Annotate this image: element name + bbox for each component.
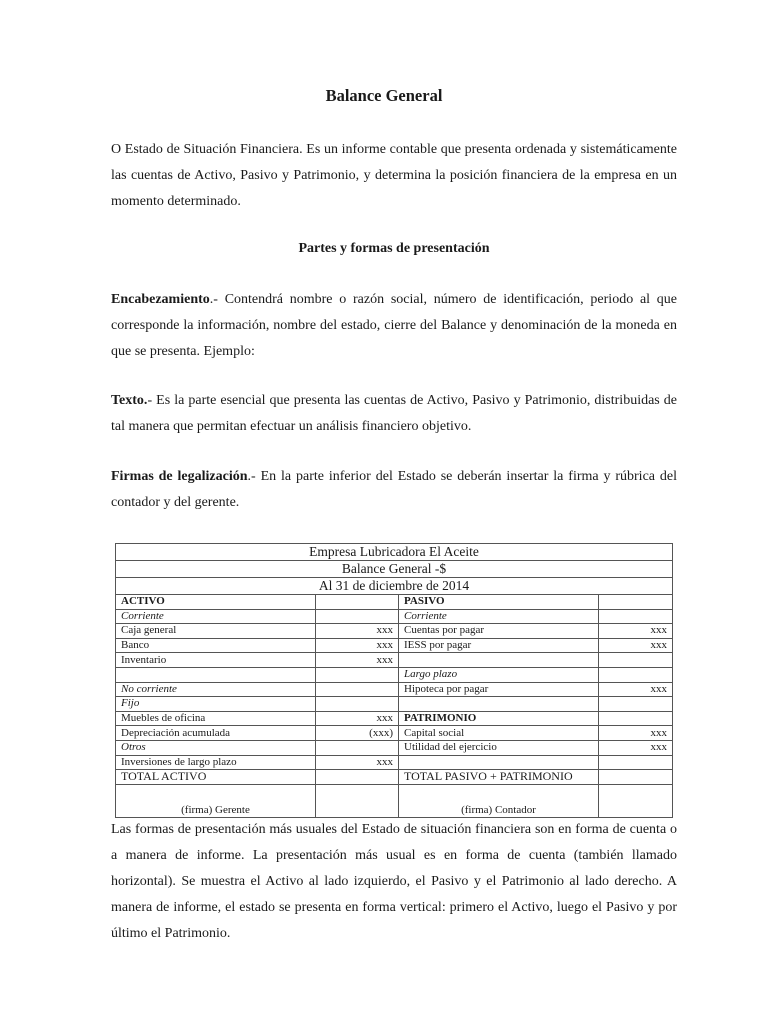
asset-amount: xxx <box>316 711 399 726</box>
table-row <box>116 682 673 697</box>
table-row <box>116 609 673 624</box>
liability-amount <box>599 711 673 726</box>
liability-amount <box>599 595 673 610</box>
asset-amount: xxx <box>316 755 399 770</box>
asset-amount: xxx <box>316 653 399 668</box>
liability-amount <box>599 609 673 624</box>
asset-label: Inversiones de largo plazo <box>116 755 316 770</box>
asset-label: Corriente <box>116 609 316 624</box>
asset-amount: xxx <box>316 638 399 653</box>
table-row <box>116 697 673 712</box>
asset-amount <box>316 740 399 755</box>
liability-amount <box>599 697 673 712</box>
part-separator: - <box>147 393 157 408</box>
table-row <box>116 653 673 668</box>
asset-label: TOTAL ACTIVO <box>116 770 316 785</box>
liability-label <box>399 697 599 712</box>
asset-amount <box>316 595 399 610</box>
liability-label: Hipoteca por pagar <box>399 682 599 697</box>
signature-row <box>116 784 673 817</box>
liability-amount: xxx <box>599 682 673 697</box>
asset-amount: (xxx) <box>316 726 399 741</box>
table-statement: Balance General -$ <box>116 561 673 578</box>
table-row <box>116 770 673 785</box>
asset-label: Muebles de oficina <box>116 711 316 726</box>
liability-amount <box>599 755 673 770</box>
signature-gerente: (firma) Gerente <box>116 784 316 817</box>
liability-amount: xxx <box>599 740 673 755</box>
table-row <box>116 595 673 610</box>
asset-label: Inventario <box>116 653 316 668</box>
part-term: Texto. <box>111 393 148 408</box>
balance-table <box>115 543 673 818</box>
liability-label: Corriente <box>399 609 599 624</box>
liability-label: PASIVO <box>399 595 599 610</box>
liability-label: PATRIMONIO <box>399 711 599 726</box>
asset-label: ACTIVO <box>116 595 316 610</box>
part-encabezamiento <box>111 287 677 365</box>
section-subtitle: Partes y formas de presentación <box>298 241 490 256</box>
asset-label: Depreciación acumulada <box>116 726 316 741</box>
asset-label <box>116 667 316 682</box>
part-text: Es la parte esencial que presenta las cuentas de Activo, Pasivo y Patrimonio, distribuidas de tal manera que permitan efectuar un análisis financiero objetivo. <box>111 393 677 434</box>
liability-label <box>399 653 599 668</box>
table-row <box>116 740 673 755</box>
liability-label: Capital social <box>399 726 599 741</box>
asset-amount <box>316 682 399 697</box>
part-text: Contendrá nombre o razón social, número de identificación, periodo al que corresponde la información, nombre del estado, cierre del Balance y denominación de la moneda en que se presenta. Ejemplo: <box>111 292 678 359</box>
part-term: Encabezamiento <box>111 292 210 307</box>
intro-paragraph: O Estado de Situación Financiera. Es un informe contable que presenta ordenada y sistemáticamente las cuentas de Activo, Pasivo y Patrimonio, y determina la posición financiera de la empresa en un momento determinado. <box>111 142 677 209</box>
asset-label: No corriente <box>116 682 316 697</box>
liability-label: Largo plazo <box>399 667 599 682</box>
asset-amount <box>316 667 399 682</box>
signature-contador: (firma) Contador <box>399 784 599 817</box>
table-row <box>116 624 673 639</box>
table-row <box>116 755 673 770</box>
asset-amount <box>316 609 399 624</box>
liability-amount: xxx <box>599 726 673 741</box>
liability-amount: xxx <box>599 638 673 653</box>
table-row <box>116 638 673 653</box>
asset-amount <box>316 770 399 785</box>
page-title: Balance General <box>325 86 443 105</box>
liability-label <box>399 755 599 770</box>
liability-amount <box>599 653 673 668</box>
table-row <box>116 667 673 682</box>
part-separator: .- <box>247 469 261 484</box>
part-term: Firmas de legalización <box>111 469 248 484</box>
signature-blank <box>316 784 399 817</box>
asset-label: Caja general <box>116 624 316 639</box>
table-date: Al 31 de diciembre de 2014 <box>116 578 673 595</box>
asset-amount <box>316 697 399 712</box>
liability-amount: xxx <box>599 624 673 639</box>
liability-label: IESS por pagar <box>399 638 599 653</box>
asset-label: Otros <box>116 740 316 755</box>
liability-label: TOTAL PASIVO + PATRIMONIO <box>399 770 599 785</box>
asset-label: Banco <box>116 638 316 653</box>
part-firmas <box>111 464 677 516</box>
signature-blank <box>599 784 673 817</box>
liability-amount <box>599 667 673 682</box>
part-texto <box>111 388 677 440</box>
liability-label: Cuentas por pagar <box>399 624 599 639</box>
asset-label: Fijo <box>116 697 316 712</box>
closing-paragraph: Las formas de presentación más usuales del Estado de situación financiera son en forma de cuenta o a manera de informe. La presentación más usual es en forma de cuenta (también llamado horizontal). Se muestra el Activo al lado izquierdo, el Pasivo y el Patrimonio al lado derecho. A manera de informe, el estado se presenta en forma vertical: primero el Activo, luego el Pasivo y por último el Patrimonio. <box>111 822 677 941</box>
part-separator: .- <box>209 292 225 307</box>
asset-amount: xxx <box>316 624 399 639</box>
liability-amount <box>599 770 673 785</box>
table-company: Empresa Lubricadora El Aceite <box>116 544 673 561</box>
table-row <box>116 726 673 741</box>
part-text: En la parte inferior del Estado se deberán insertar la firma y rúbrica del contador y del gerente. <box>111 469 677 510</box>
liability-label: Utilidad del ejercicio <box>399 740 599 755</box>
table-row <box>116 711 673 726</box>
